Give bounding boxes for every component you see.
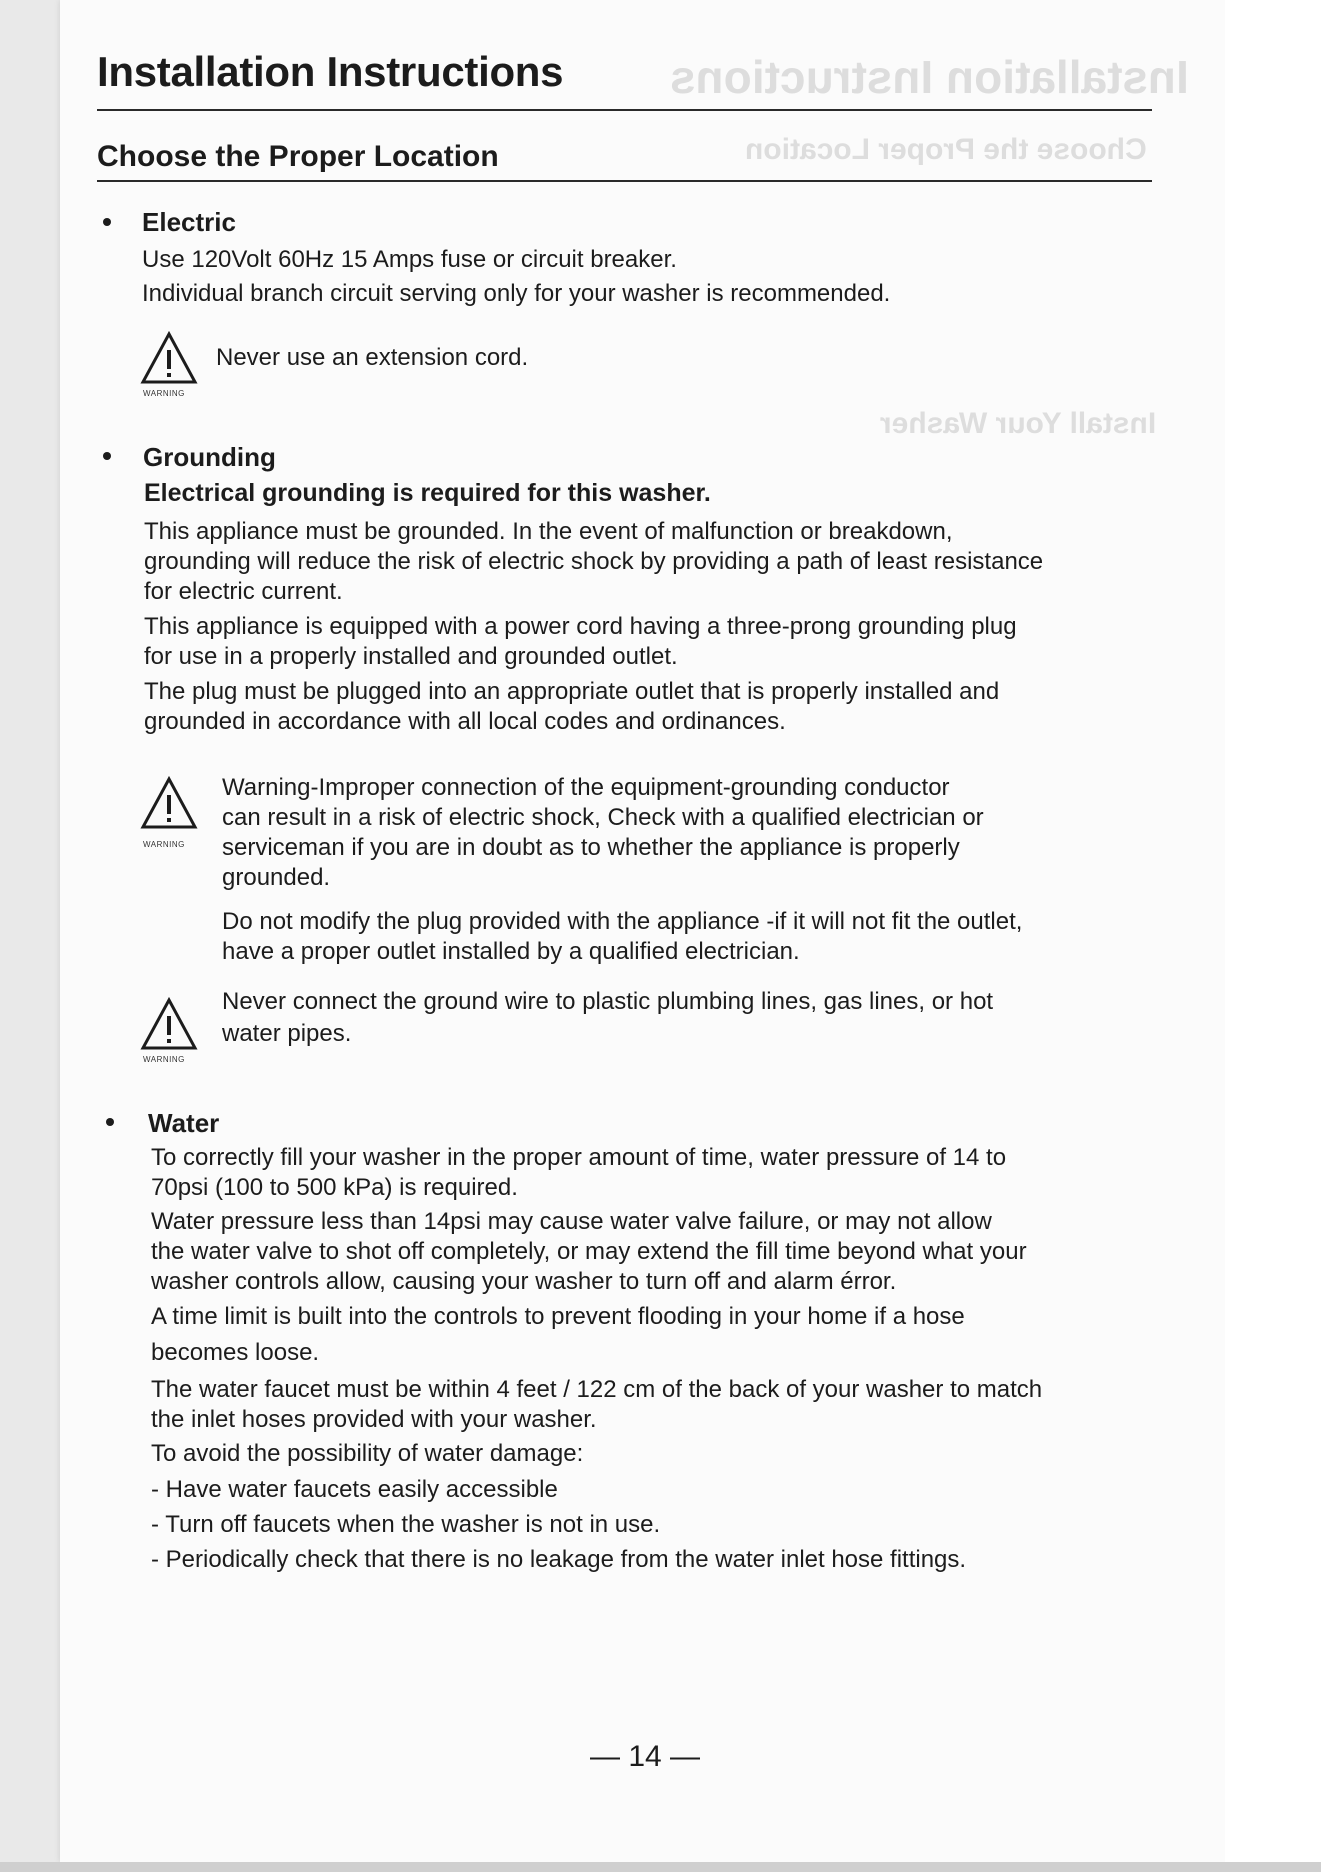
grounding-warning1-l3: serviceman if you are in doubt as to whether the appliance is properly (222, 834, 960, 861)
grounding-warning2-l1: Never connect the ground wire to plastic plumbing lines, gas lines, or hot (222, 988, 994, 1015)
warning-triangle-icon (140, 775, 198, 835)
electric-line-1: Use 120Volt 60Hz 15 Amps fuse or circuit breaker. (142, 246, 677, 273)
water-p1-l2: 70psi (100 to 500 kPa) is required. (151, 1174, 518, 1201)
water-p4-l2: the inlet hoses provided with your washer. (151, 1406, 597, 1433)
page-margin-right (1225, 0, 1321, 1872)
water-p4-l1: The water faucet must be within 4 feet / 122 cm of the back of your washer to match (151, 1376, 1043, 1403)
bullet-electric (103, 218, 111, 226)
warning-triangle-icon (140, 330, 198, 390)
water-p1-l1: To correctly fill your washer in the proper amount of time, water pressure of 14 to (151, 1144, 1007, 1171)
water-heading: Water (148, 1108, 220, 1138)
show-through-title: Installation Instructions (670, 51, 1189, 103)
warning-label: WARNING (143, 389, 185, 398)
water-p2-l3: washer controls allow, causing your washer to turn off and alarm érror. (151, 1268, 897, 1295)
water-p5-l4: - Periodically check that there is no leakage from the water inlet hose fittings. (151, 1546, 967, 1573)
bullet-grounding (103, 452, 111, 460)
section-title: Choose the Proper Location (97, 140, 499, 173)
page-margin-bottom (0, 1862, 1321, 1872)
section-divider (97, 180, 1152, 182)
page-title: Installation Instructions (97, 48, 564, 95)
grounding-subheading: Electrical grounding is required for this washer. (144, 479, 711, 507)
grounding-warning1-l2: can result in a risk of electric shock, Check with a qualified electrician or (222, 804, 984, 831)
electric-heading: Electric (142, 207, 236, 237)
title-divider (97, 109, 1152, 111)
grounding-warning1-l4: grounded. (222, 864, 331, 891)
grounding-heading: Grounding (143, 442, 276, 472)
water-p3-l1: A time limit is built into the controls to prevent flooding in your home if a hose (151, 1303, 965, 1330)
water-p2-l2: the water valve to shot off completely, or may extend the fill time beyond what your (151, 1238, 1027, 1265)
grounding-p1-l1: This appliance must be grounded. In the event of malfunction or breakdown, (144, 518, 953, 545)
show-through-section: Choose the Proper Location (745, 133, 1147, 166)
grounding-p2-l1: This appliance is equipped with a power cord having a three-prong grounding plug (144, 613, 1017, 640)
warning-label: WARNING (143, 1055, 185, 1064)
warning-triangle-icon (140, 996, 198, 1056)
warning-label: WARNING (143, 840, 185, 849)
water-p5-l2: - Have water faucets easily accessible (151, 1476, 558, 1503)
grounding-p1-l2: grounding will reduce the risk of electric shock by providing a path of least resistance (144, 548, 1044, 575)
electric-warning-text: Never use an extension cord. (216, 344, 529, 371)
bullet-water (106, 1118, 114, 1126)
grounding-warning1-l1: Warning-Improper connection of the equipment-grounding conductor (222, 774, 950, 801)
grounding-p2-l2: for use in a properly installed and grounded outlet. (144, 643, 678, 670)
grounding-p3-l1: The plug must be plugged into an appropriate outlet that is properly installed and (144, 678, 1000, 705)
grounding-warning1-extra-l1: Do not modify the plug provided with the appliance -if it will not fit the outlet, (222, 908, 1023, 935)
water-p5-l3: - Turn off faucets when the washer is not in use. (151, 1511, 661, 1538)
grounding-p3-l2: grounded in accordance with all local codes and ordinances. (144, 708, 786, 735)
water-p3-l2: becomes loose. (151, 1339, 320, 1366)
grounding-p1-l3: for electric current. (144, 578, 343, 605)
page-number: — 14 — (590, 1740, 701, 1773)
water-p2-l1: Water pressure less than 14psi may cause water valve failure, or may not allow (151, 1208, 992, 1235)
electric-line-2: Individual branch circuit serving only for your washer is recommended. (142, 280, 891, 307)
grounding-warning1-extra-l2: have a proper outlet installed by a qualified electrician. (222, 938, 800, 965)
water-p5-l1: To avoid the possibility of water damage: (151, 1440, 584, 1467)
grounding-warning2-l2: water pipes. (222, 1020, 352, 1047)
show-through-subsection: Install Your Washer (880, 407, 1157, 440)
